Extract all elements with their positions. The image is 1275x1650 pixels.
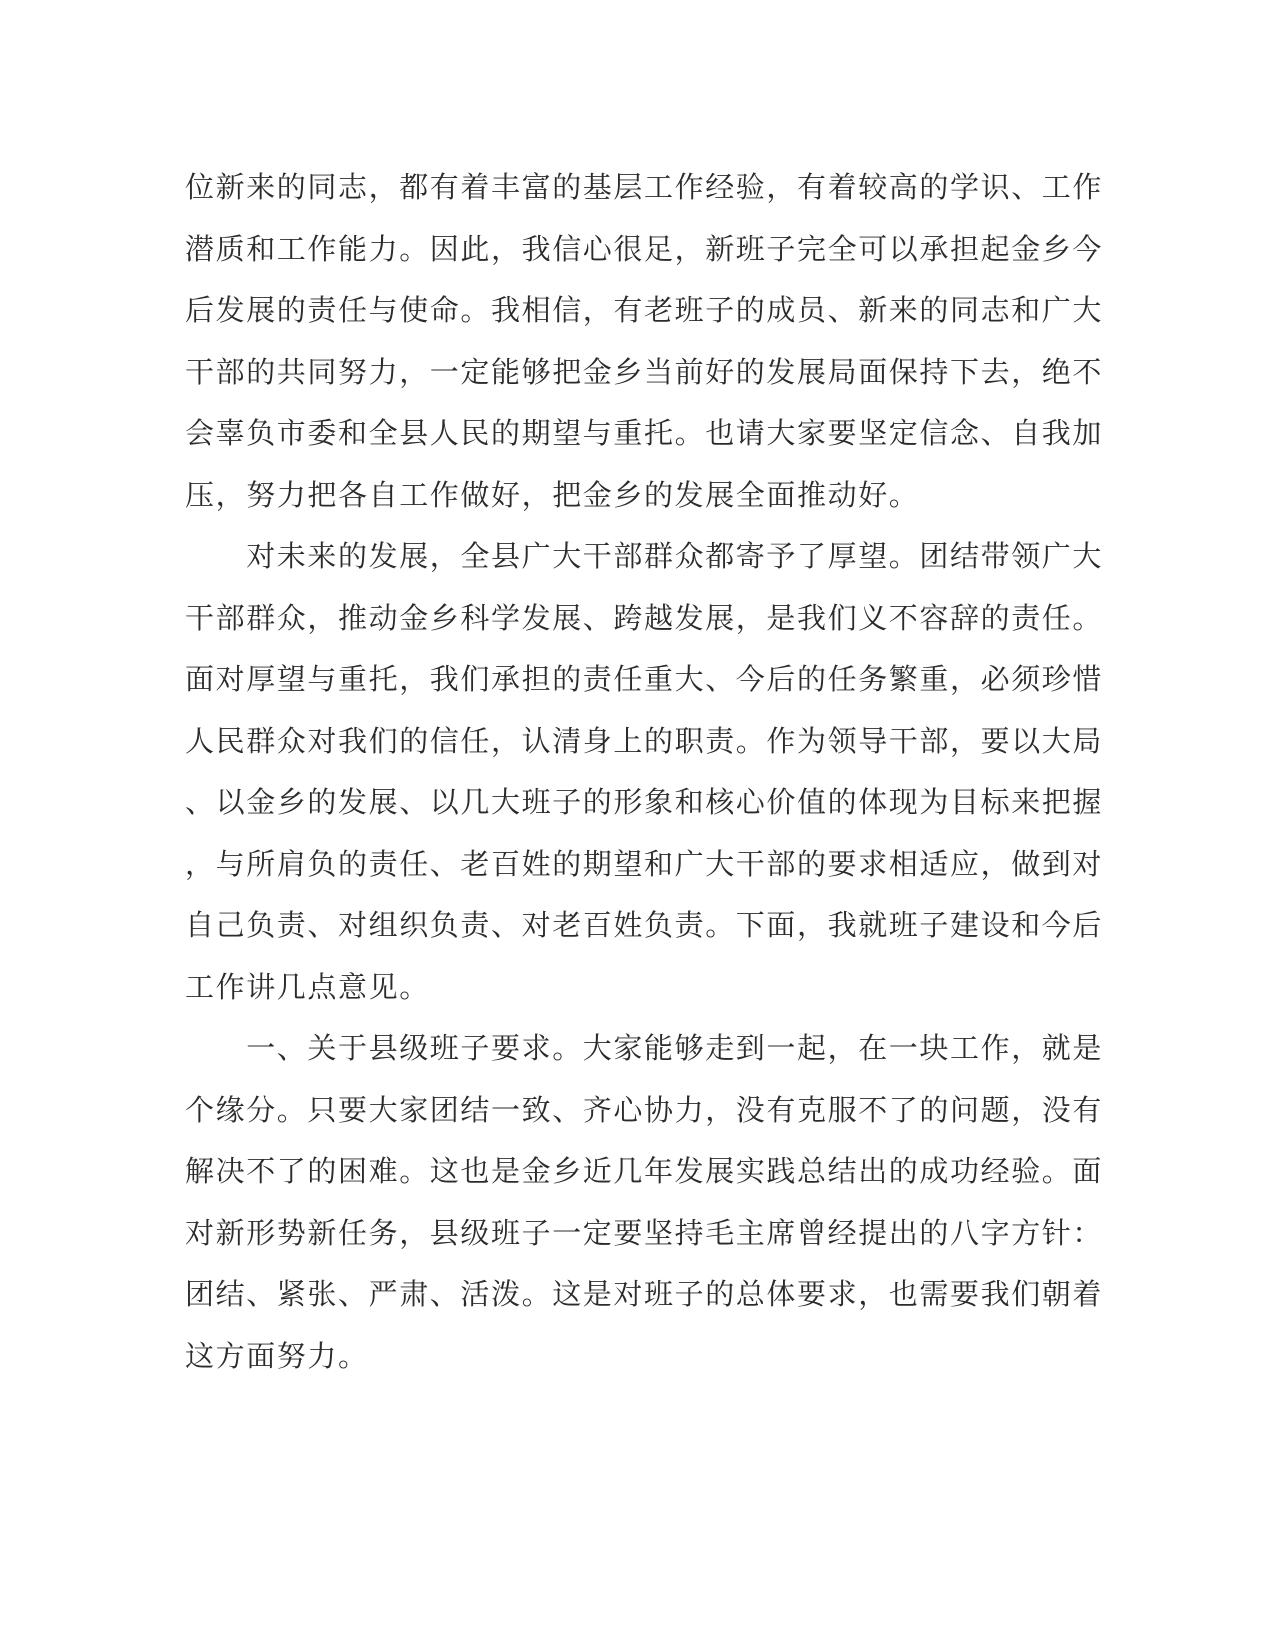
- text-line: 自己负责、对组织负责、对老百姓负责。下面，我就班子建设和今后: [185, 908, 1104, 942]
- text-line: 对新形势新任务，县级班子一定要坚持毛主席曾经提出的八字方针：: [185, 1215, 1104, 1250]
- text-line: 压，努力把各自工作做好，把金乡的发展全面推动好。: [185, 477, 920, 512]
- text-line: 这方面努力。: [185, 1338, 369, 1373]
- text-line: 位新来的同志，都有着丰富的基层工作经验，有着较高的学识、工作: [185, 170, 1104, 204]
- text-line: 、以金乡的发展、以几大班子的形象和核心价值的体现为目标来把握: [185, 785, 1104, 819]
- document-body: [185, 157, 1104, 1387]
- paragraph: [185, 526, 1104, 1018]
- text-line: 个缘分。只要大家团结一致、齐心协力，没有克服不了的问题，没有: [185, 1092, 1104, 1127]
- text-line: 人民群众对我们的信任，认清身上的职责。作为领导干部，要以大局: [185, 723, 1104, 758]
- text-line: ，与所肩负的责任、老百姓的期望和广大干部的要求相适应，做到对: [185, 846, 1104, 881]
- text-line: 后发展的责任与使命。我相信，有老班子的成员、新来的同志和广大: [185, 293, 1104, 327]
- text-line: 一、关于县级班子要求。大家能够走到一起，在一块工作，就是: [185, 1031, 1104, 1065]
- text-line: 潜质和工作能力。因此，我信心很足，新班子完全可以承担起金乡今: [185, 231, 1104, 266]
- paragraph: [185, 1018, 1104, 1387]
- text-line: 面对厚望与重托，我们承担的责任重大、今后的任务繁重，必须珍惜: [185, 662, 1104, 696]
- text-line: 干部群众，推动金乡科学发展、跨越发展，是我们义不容辞的责任。: [185, 600, 1104, 635]
- text-line: 解决不了的困难。这也是金乡近几年发展实践总结出的成功经验。面: [185, 1154, 1104, 1188]
- paragraph: [185, 157, 1104, 526]
- text-line: 对未来的发展，全县广大干部群众都寄予了厚望。团结带领广大: [185, 539, 1104, 573]
- text-line: 会辜负市委和全县人民的期望与重托。也请大家要坚定信念、自我加: [185, 416, 1104, 450]
- text-line: 团结、紧张、严肃、活泼。这是对班子的总体要求，也需要我们朝着: [185, 1277, 1104, 1311]
- text-line: 干部的共同努力，一定能够把金乡当前好的发展局面保持下去，绝不: [185, 354, 1104, 389]
- text-line: 工作讲几点意见。: [185, 969, 430, 1004]
